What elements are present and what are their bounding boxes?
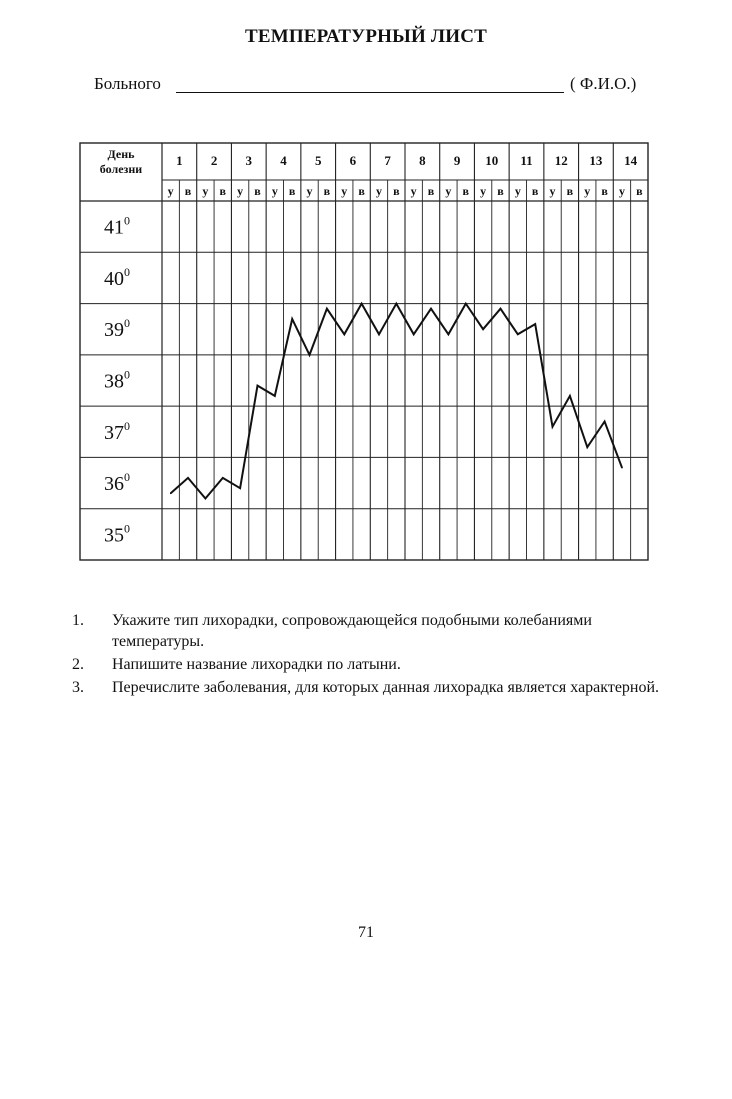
x-subtick-label: у bbox=[341, 184, 348, 198]
question-item bbox=[72, 610, 662, 652]
temperature-point bbox=[291, 318, 293, 320]
x-subtick-label: в bbox=[184, 184, 192, 198]
y-tick-label: $36^0$ bbox=[104, 470, 130, 496]
questions-list bbox=[72, 610, 662, 700]
temperature-series-line bbox=[171, 304, 622, 499]
question-text: Напишите название лихорадки по латыни. bbox=[112, 656, 401, 673]
temperature-point bbox=[361, 303, 363, 305]
temperature-point bbox=[396, 303, 398, 305]
x-subtick-label: в bbox=[288, 184, 296, 198]
x-subtick-label: в bbox=[427, 184, 435, 198]
x-subtick-label: у bbox=[584, 184, 591, 198]
x-subtick-label: у bbox=[480, 184, 487, 198]
x-tick-label: 12 bbox=[554, 153, 568, 168]
question-item bbox=[72, 677, 662, 698]
x-tick-label: 4 bbox=[280, 153, 287, 168]
temperature-point bbox=[222, 477, 224, 479]
x-tick-label: 1 bbox=[176, 153, 183, 168]
temperature-point bbox=[552, 426, 554, 428]
y-tick-label: $40^0$ bbox=[104, 264, 130, 290]
temperature-point bbox=[343, 334, 345, 336]
temperature-point bbox=[482, 328, 484, 330]
temperature-point bbox=[534, 323, 536, 325]
y-tick-label: $39^0$ bbox=[104, 316, 130, 342]
patient-name-note: ( Ф.И.О.) bbox=[570, 74, 637, 93]
x-subtick-label: у bbox=[410, 184, 417, 198]
x-tick-label: 13 bbox=[589, 153, 603, 168]
question-number: 3. bbox=[72, 679, 84, 696]
header-label-illness: болезни bbox=[99, 162, 143, 176]
x-tick-label: 5 bbox=[314, 153, 322, 168]
temperature-point bbox=[430, 308, 432, 310]
y-tick-label: $37^0$ bbox=[104, 418, 130, 444]
x-subtick-label: у bbox=[306, 184, 313, 198]
x-tick-label: 9 bbox=[453, 153, 461, 168]
x-tick-label: 2 bbox=[210, 153, 218, 168]
x-subtick-label: у bbox=[514, 184, 521, 198]
header-label-day: День bbox=[107, 147, 135, 161]
chart-frame bbox=[80, 143, 648, 560]
x-tick-label: 14 bbox=[624, 153, 638, 168]
x-subtick-label: в bbox=[323, 184, 331, 198]
x-subtick-label: у bbox=[549, 184, 556, 198]
x-tick-label: 10 bbox=[485, 153, 499, 168]
x-subtick-label: в bbox=[358, 184, 365, 198]
temperature-point bbox=[586, 446, 588, 448]
x-subtick-label: у bbox=[375, 184, 382, 198]
temperature-point bbox=[257, 385, 259, 387]
x-subtick-label: в bbox=[531, 184, 539, 198]
x-subtick-label: у bbox=[271, 184, 278, 198]
x-subtick-label: в bbox=[393, 184, 400, 198]
x-tick-label: 11 bbox=[520, 153, 533, 168]
temperature-point bbox=[500, 308, 502, 310]
temperature-point bbox=[517, 334, 519, 336]
patient-label: Больного bbox=[94, 74, 161, 93]
x-subtick-label: в bbox=[254, 184, 261, 198]
temperature-point bbox=[274, 395, 276, 397]
temperature-point bbox=[604, 421, 606, 423]
page-number: 71 bbox=[358, 924, 374, 941]
x-subtick-label: у bbox=[167, 184, 174, 198]
x-subtick-label: у bbox=[202, 184, 209, 198]
question-text: Перечислите заболевания, для которых данная лихорадка является характерной. bbox=[112, 679, 660, 696]
x-tick-label: 7 bbox=[384, 153, 391, 168]
temperature-point bbox=[448, 334, 450, 336]
temperature-point bbox=[309, 354, 311, 356]
y-tick-label: $35^0$ bbox=[104, 521, 130, 547]
x-subtick-label: в bbox=[636, 184, 643, 198]
temperature-point bbox=[187, 477, 189, 479]
question-item bbox=[72, 654, 662, 675]
y-tick-label: $38^0$ bbox=[104, 367, 130, 393]
x-subtick-label: в bbox=[566, 184, 574, 198]
temperature-point bbox=[326, 308, 328, 310]
x-tick-label: 3 bbox=[245, 153, 253, 168]
question-number: 1. bbox=[72, 612, 84, 629]
temperature-point bbox=[621, 467, 623, 469]
temperature-point bbox=[378, 334, 380, 336]
x-subtick-label: у bbox=[237, 184, 244, 198]
page-title: ТЕМПЕРАТУРНЫЙ ЛИСТ bbox=[244, 26, 488, 47]
temperature-point bbox=[170, 493, 172, 495]
x-subtick-label: у bbox=[445, 184, 452, 198]
x-subtick-label: в bbox=[601, 184, 608, 198]
x-subtick-label: в bbox=[219, 184, 226, 198]
x-tick-label: 6 bbox=[349, 153, 357, 168]
question-number: 2. bbox=[72, 656, 84, 673]
temperature-point bbox=[413, 334, 415, 336]
temperature-point bbox=[465, 303, 467, 305]
x-subtick-label: в bbox=[462, 184, 469, 198]
x-subtick-label: у bbox=[618, 184, 625, 198]
x-tick-label: 8 bbox=[419, 153, 426, 168]
temperature-point bbox=[239, 487, 241, 489]
y-tick-label: $41^0$ bbox=[104, 213, 130, 239]
temperature-point bbox=[569, 395, 571, 397]
temperature-point bbox=[205, 498, 207, 500]
question-text: Укажите тип лихорадки, сопровождающейся подобными колебаниями температуры. bbox=[112, 612, 592, 650]
x-subtick-label: в bbox=[497, 184, 504, 198]
